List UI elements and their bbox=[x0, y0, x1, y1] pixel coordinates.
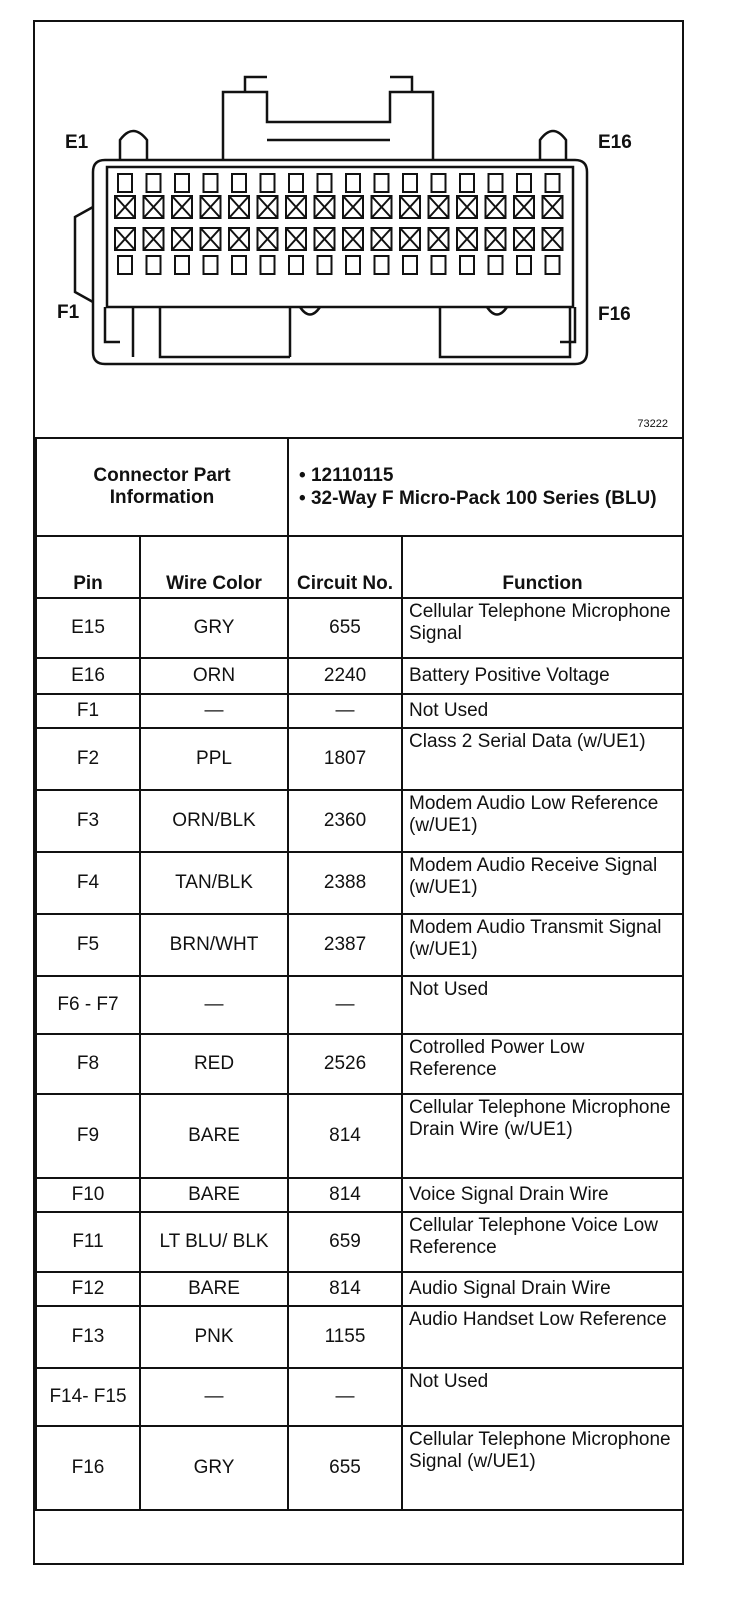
pin-label-f1: F1 bbox=[57, 302, 80, 323]
wire-color-cell: LT BLU/ BLK bbox=[140, 1212, 288, 1272]
pin-cavity-top bbox=[232, 174, 246, 192]
connector-face-drawing bbox=[35, 22, 682, 437]
pin-cavity-bottom bbox=[232, 256, 246, 274]
circuit-cell: 814 bbox=[288, 1272, 402, 1306]
wire-color-cell: BRN/WHT bbox=[140, 914, 288, 976]
pin-cavity-e-mark bbox=[543, 196, 563, 218]
table-row bbox=[36, 976, 683, 1034]
pin-cavity-f-mark bbox=[172, 228, 192, 250]
wire-color-cell: — bbox=[140, 1368, 288, 1426]
pin-cavity-top bbox=[432, 174, 446, 192]
connector-info-row bbox=[36, 438, 683, 536]
connector-type: • 32-Way F Micro-Pack 100 Series (BLU) bbox=[299, 488, 657, 509]
pin-cavity-bottom bbox=[432, 256, 446, 274]
pin-cavity-f-mark bbox=[486, 228, 506, 250]
pin-cavity-e-mark bbox=[115, 196, 135, 218]
function-cell: Cotrolled Power Low Reference bbox=[402, 1034, 683, 1094]
table-row bbox=[36, 1178, 683, 1212]
wire-color-cell: ORN/BLK bbox=[140, 790, 288, 852]
pin-cell: F12 bbox=[36, 1272, 140, 1306]
function-cell: Modem Audio Transmit Signal (w/UE1) bbox=[402, 914, 683, 976]
pin-cavity-bottom bbox=[204, 256, 218, 274]
pin-cavity-e-mark bbox=[343, 196, 363, 218]
circuit-cell: 655 bbox=[288, 598, 402, 658]
pin-cavity-f-mark bbox=[429, 228, 449, 250]
table-row bbox=[36, 914, 683, 976]
pin-cell: F4 bbox=[36, 852, 140, 914]
circuit-cell: 814 bbox=[288, 1178, 402, 1212]
function-cell: Not Used bbox=[402, 694, 683, 728]
pin-cell: F13 bbox=[36, 1306, 140, 1368]
wire-color-cell: GRY bbox=[140, 1426, 288, 1510]
pin-cavity-f-mark bbox=[514, 228, 534, 250]
function-cell: Not Used bbox=[402, 1368, 683, 1426]
wire-color-cell: BARE bbox=[140, 1178, 288, 1212]
pin-label-f16: F16 bbox=[598, 304, 631, 325]
pin-cell: E16 bbox=[36, 658, 140, 694]
function-cell: Voice Signal Drain Wire bbox=[402, 1178, 683, 1212]
table-row bbox=[36, 1426, 683, 1510]
pin-cell: F2 bbox=[36, 728, 140, 790]
table-row bbox=[36, 1306, 683, 1368]
pin-cavity-bottom bbox=[375, 256, 389, 274]
pin-cavity-top bbox=[175, 174, 189, 192]
table-header-row bbox=[36, 536, 683, 598]
pin-cavity-e-mark bbox=[514, 196, 534, 218]
circuit-cell: 2388 bbox=[288, 852, 402, 914]
pin-cavity-top bbox=[118, 174, 132, 192]
circuit-cell: 655 bbox=[288, 1426, 402, 1510]
pin-cell: F9 bbox=[36, 1094, 140, 1178]
pin-cavity-e-mark bbox=[201, 196, 221, 218]
table-row bbox=[36, 658, 683, 694]
wire-color-cell: — bbox=[140, 694, 288, 728]
table-row bbox=[36, 1272, 683, 1306]
pin-cavity-bottom bbox=[546, 256, 560, 274]
pinout-table bbox=[35, 437, 684, 1511]
table-row bbox=[36, 1212, 683, 1272]
pin-cavity-bottom bbox=[403, 256, 417, 274]
pin-cavity-e-mark bbox=[372, 196, 392, 218]
pin-cavity-e-mark bbox=[258, 196, 278, 218]
pin-cell: F10 bbox=[36, 1178, 140, 1212]
connector-info-label: Connector Part Information bbox=[36, 438, 288, 536]
pin-cell: F8 bbox=[36, 1034, 140, 1094]
function-cell: Cellular Telephone Microphone Drain Wire (w/UE1) bbox=[402, 1094, 683, 1178]
pin-cavity-bottom bbox=[346, 256, 360, 274]
wire-color-cell: PNK bbox=[140, 1306, 288, 1368]
pin-cavity-f-mark bbox=[315, 228, 335, 250]
pin-cavity-top bbox=[346, 174, 360, 192]
circuit-cell: 2360 bbox=[288, 790, 402, 852]
table-row bbox=[36, 694, 683, 728]
pin-cell: F5 bbox=[36, 914, 140, 976]
pin-cavity-bottom bbox=[118, 256, 132, 274]
pin-cavity-top bbox=[489, 174, 503, 192]
circuit-cell: — bbox=[288, 694, 402, 728]
function-cell: Not Used bbox=[402, 976, 683, 1034]
pin-cavity-f-mark bbox=[144, 228, 164, 250]
wire-color-cell: GRY bbox=[140, 598, 288, 658]
pin-cavity-top bbox=[289, 174, 303, 192]
pin-cavity-top bbox=[147, 174, 161, 192]
pin-cavity-top bbox=[546, 174, 560, 192]
pin-cavity-top bbox=[517, 174, 531, 192]
pin-cavity-e-mark bbox=[457, 196, 477, 218]
circuit-cell: 1155 bbox=[288, 1306, 402, 1368]
connector-page bbox=[33, 20, 684, 1565]
pin-cavity-bottom bbox=[517, 256, 531, 274]
pin-cavity-f-mark bbox=[258, 228, 278, 250]
pin-cavity-bottom bbox=[175, 256, 189, 274]
function-cell: Audio Handset Low Reference bbox=[402, 1306, 683, 1368]
pin-cavity-e-mark bbox=[429, 196, 449, 218]
wire-color-cell: — bbox=[140, 976, 288, 1034]
wire-color-cell: BARE bbox=[140, 1094, 288, 1178]
pin-cell: F1 bbox=[36, 694, 140, 728]
pin-cavity-top bbox=[318, 174, 332, 192]
connector-info-values bbox=[288, 438, 683, 536]
wire-color-cell: BARE bbox=[140, 1272, 288, 1306]
circuit-cell: 2526 bbox=[288, 1034, 402, 1094]
pin-cavity-top bbox=[261, 174, 275, 192]
pin-cell: F16 bbox=[36, 1426, 140, 1510]
pin-cavity-top bbox=[403, 174, 417, 192]
pin-cavity-e-mark bbox=[229, 196, 249, 218]
table-row bbox=[36, 728, 683, 790]
pin-cavity-f-mark bbox=[201, 228, 221, 250]
table-row bbox=[36, 1094, 683, 1178]
pin-cavity-top bbox=[375, 174, 389, 192]
wire-color-cell: PPL bbox=[140, 728, 288, 790]
pin-cavity-bottom bbox=[289, 256, 303, 274]
function-cell: Cellular Telephone Voice Low Reference bbox=[402, 1212, 683, 1272]
header-pin: Pin bbox=[36, 536, 140, 598]
pin-cavity-f-mark bbox=[229, 228, 249, 250]
pin-cavity-f-mark bbox=[457, 228, 477, 250]
circuit-cell: — bbox=[288, 1368, 402, 1426]
pin-cell: E15 bbox=[36, 598, 140, 658]
pin-cavity-f-mark bbox=[543, 228, 563, 250]
part-number: • 12110115 bbox=[299, 465, 394, 486]
function-cell: Class 2 Serial Data (w/UE1) bbox=[402, 728, 683, 790]
circuit-cell: 659 bbox=[288, 1212, 402, 1272]
function-cell: Cellular Telephone Microphone Signal bbox=[402, 598, 683, 658]
function-cell: Audio Signal Drain Wire bbox=[402, 1272, 683, 1306]
function-cell: Modem Audio Low Reference (w/UE1) bbox=[402, 790, 683, 852]
pin-cell: F11 bbox=[36, 1212, 140, 1272]
table-row bbox=[36, 1034, 683, 1094]
pin-label-e1: E1 bbox=[65, 132, 89, 153]
pin-cavity-f-mark bbox=[286, 228, 306, 250]
pin-cavity-f-mark bbox=[372, 228, 392, 250]
circuit-cell: 814 bbox=[288, 1094, 402, 1178]
table-row bbox=[36, 1368, 683, 1426]
pin-cell: F14- F15 bbox=[36, 1368, 140, 1426]
table-row bbox=[36, 598, 683, 658]
connector-diagram bbox=[35, 22, 682, 439]
function-cell: Cellular Telephone Microphone Signal (w/UE1) bbox=[402, 1426, 683, 1510]
header-circuit-no: Circuit No. bbox=[288, 536, 402, 598]
pin-cavity-e-mark bbox=[486, 196, 506, 218]
circuit-cell: 2240 bbox=[288, 658, 402, 694]
circuit-cell: 2387 bbox=[288, 914, 402, 976]
pin-cavity-bottom bbox=[460, 256, 474, 274]
wire-color-cell: RED bbox=[140, 1034, 288, 1094]
pin-cavity-e-mark bbox=[315, 196, 335, 218]
pin-cavity-e-mark bbox=[286, 196, 306, 218]
header-wire-color: Wire Color bbox=[140, 536, 288, 598]
wire-color-cell: ORN bbox=[140, 658, 288, 694]
pin-label-e16: E16 bbox=[598, 132, 632, 153]
pin-cavity-bottom bbox=[261, 256, 275, 274]
pin-cell: F3 bbox=[36, 790, 140, 852]
circuit-cell: — bbox=[288, 976, 402, 1034]
pin-cavity-top bbox=[204, 174, 218, 192]
pin-cavity-e-mark bbox=[144, 196, 164, 218]
wire-color-cell: TAN/BLK bbox=[140, 852, 288, 914]
pin-cavity-f-mark bbox=[400, 228, 420, 250]
pin-cavity-bottom bbox=[489, 256, 503, 274]
pin-cavity-bottom bbox=[318, 256, 332, 274]
function-cell: Modem Audio Receive Signal (w/UE1) bbox=[402, 852, 683, 914]
pin-cavity-e-mark bbox=[172, 196, 192, 218]
pin-cavity-top bbox=[460, 174, 474, 192]
pin-cell: F6 - F7 bbox=[36, 976, 140, 1034]
circuit-cell: 1807 bbox=[288, 728, 402, 790]
pin-cavity-bottom bbox=[147, 256, 161, 274]
header-function: Function bbox=[402, 536, 683, 598]
table-row bbox=[36, 790, 683, 852]
table-row bbox=[36, 852, 683, 914]
pin-cavity-e-mark bbox=[400, 196, 420, 218]
pin-cavity-f-mark bbox=[343, 228, 363, 250]
pin-cavity-f-mark bbox=[115, 228, 135, 250]
figure-number: 73222 bbox=[637, 418, 668, 430]
function-cell: Battery Positive Voltage bbox=[402, 658, 683, 694]
